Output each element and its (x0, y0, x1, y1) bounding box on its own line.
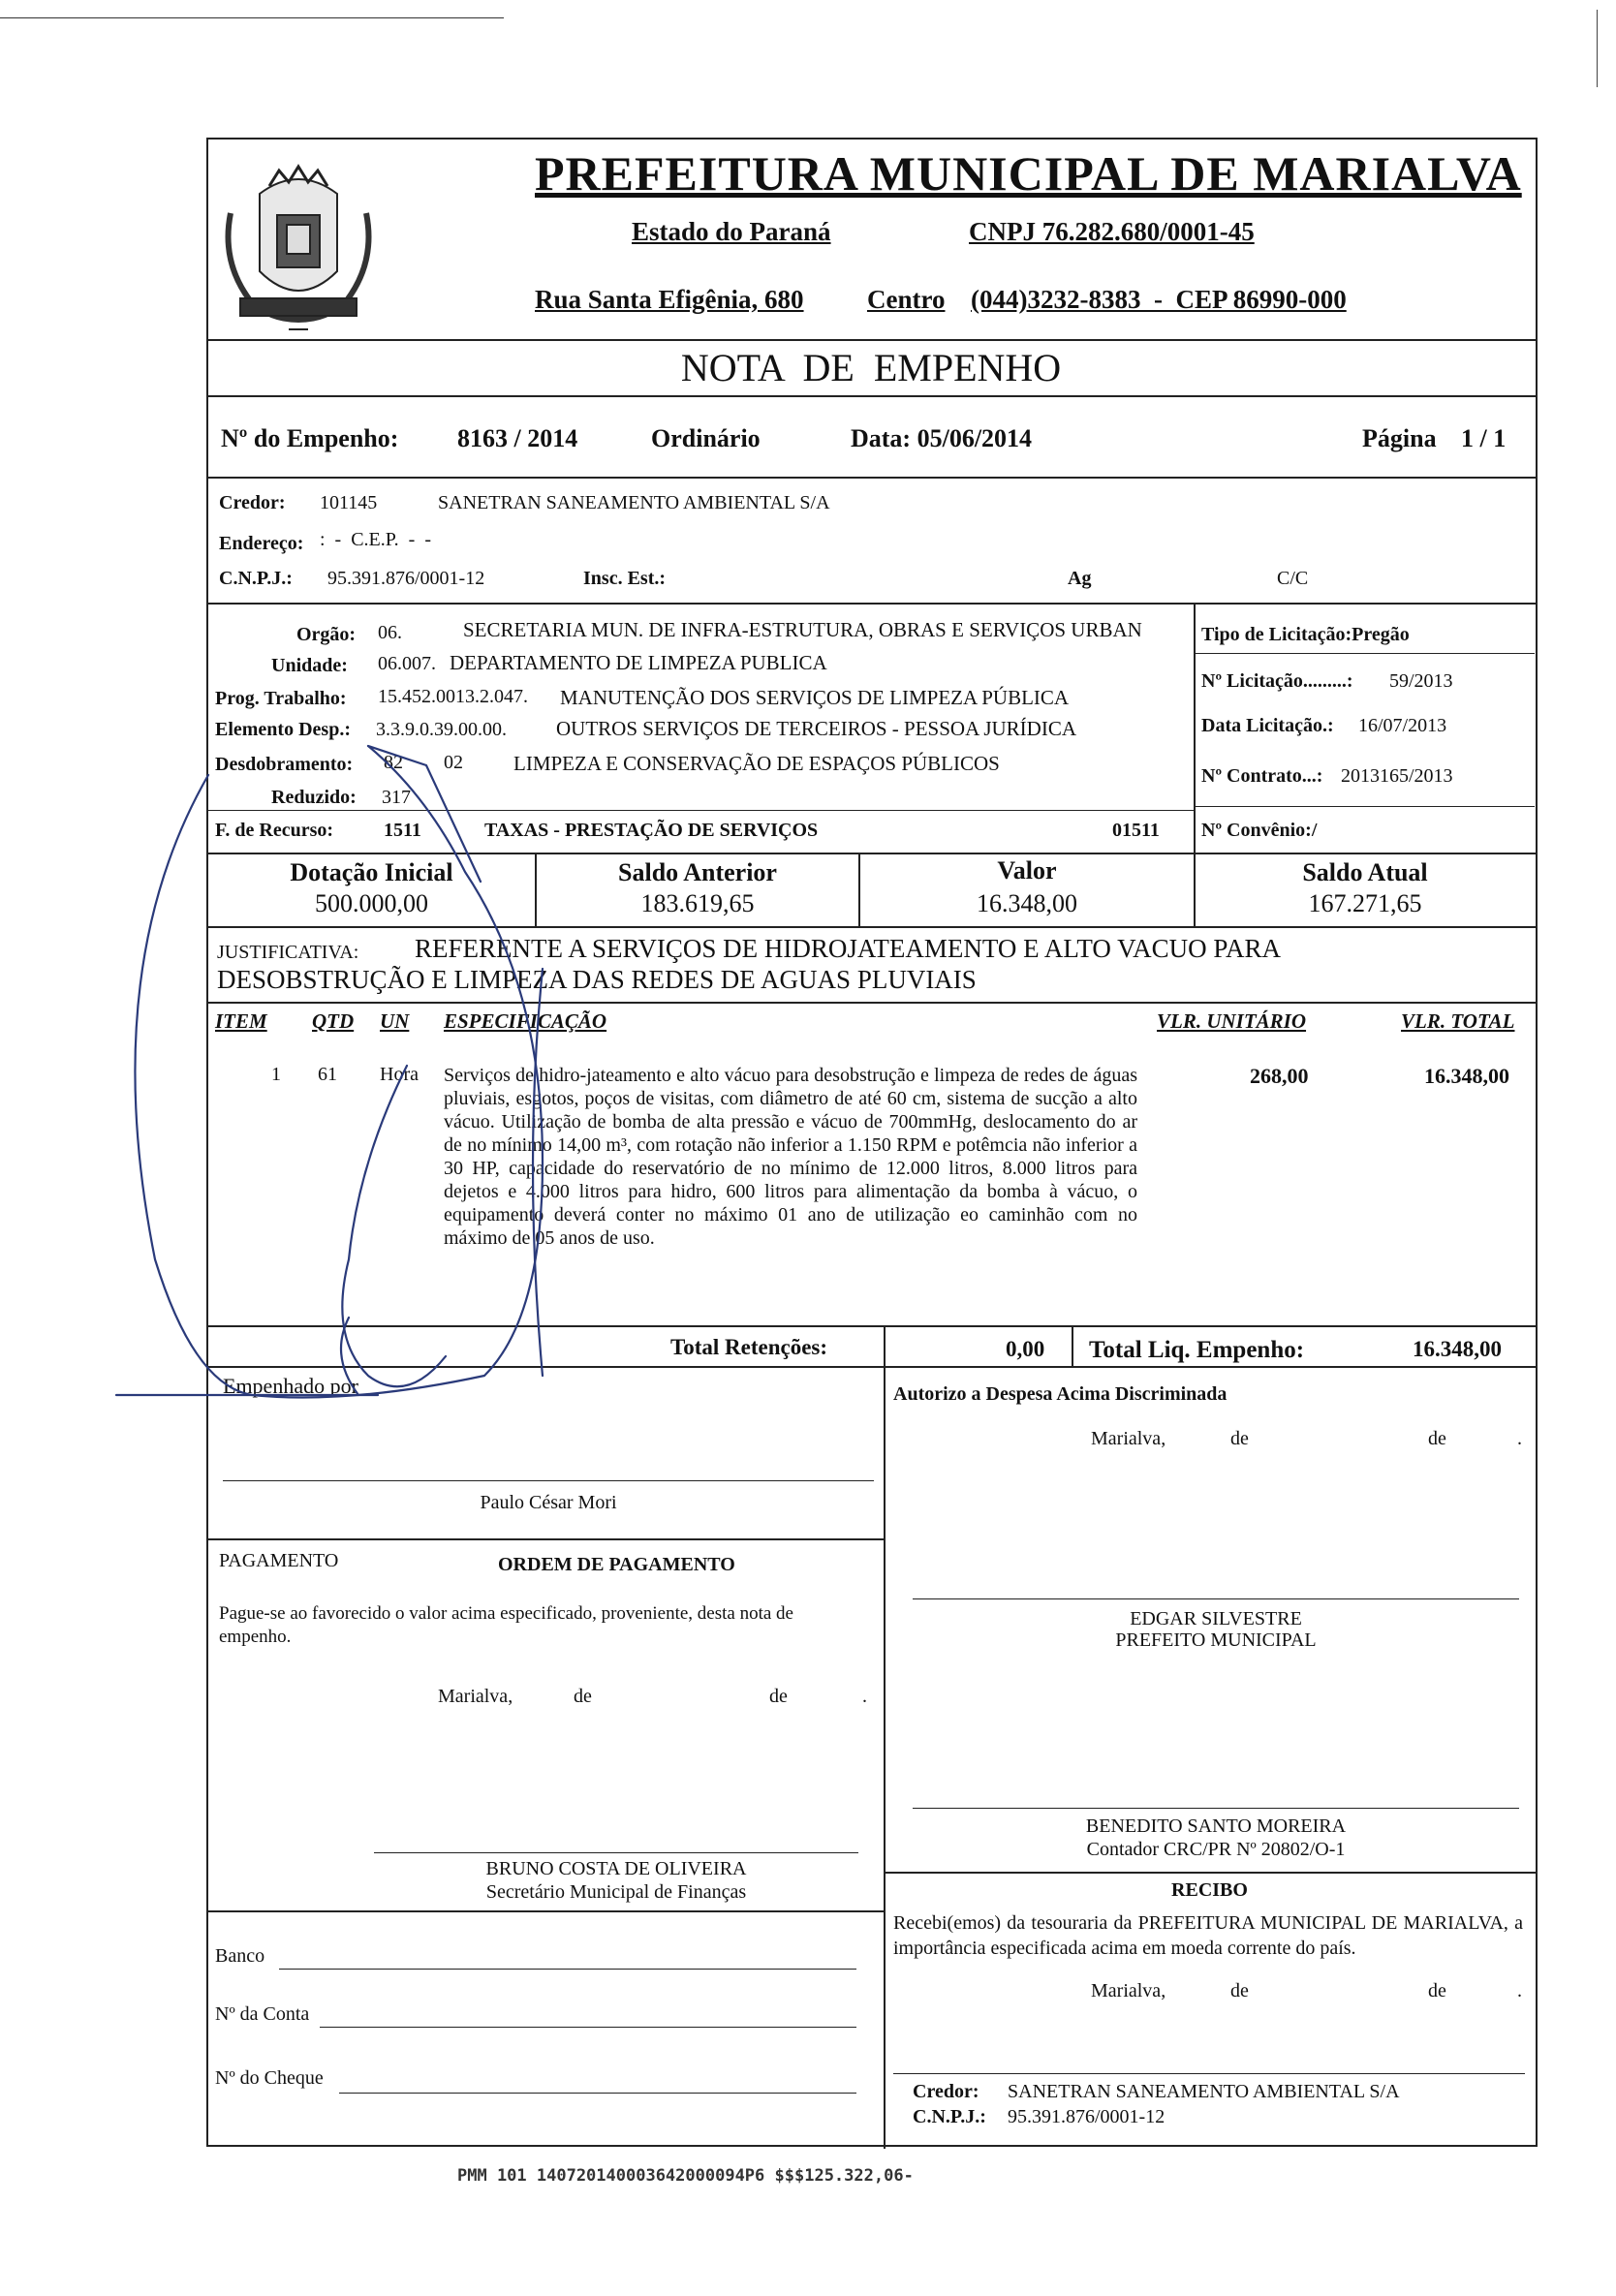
empenho-num-label: Nº do Empenho: (221, 424, 399, 452)
divider (206, 603, 1536, 605)
licitacao-num: 59/2013 (1389, 670, 1453, 692)
item-un: Hora (380, 1064, 419, 1085)
contador-name: BENEDITO SANTO MOREIRA (1085, 1815, 1347, 1837)
autorizo-label: Autorizo a Despesa Acima Discriminada (893, 1383, 1228, 1405)
divider (206, 926, 1536, 928)
licitacao-num-label: Nº Licitação.........: (1201, 670, 1353, 692)
divider (206, 1325, 1536, 1327)
total-liq-value: 16.348,00 (1413, 1337, 1502, 1361)
divider (1194, 603, 1196, 854)
item-qtd: 61 (318, 1064, 337, 1085)
empenho-type: Ordinário (651, 424, 761, 452)
divider (206, 1538, 885, 1540)
dotacao-inicial-value: 500.000,00 (315, 889, 428, 917)
divider (206, 1002, 1536, 1004)
divider (1072, 1325, 1073, 1366)
empenhado-signature-line (223, 1480, 874, 1481)
header-district: Centro (867, 285, 946, 314)
justificativa-line2: DESOBSTRUÇÃO E LIMPEZA DAS REDES DE AGUAS PLUVIAIS (217, 965, 977, 994)
credor-signature-line (893, 2073, 1525, 2074)
pagamento-city: Marialva, (438, 1686, 513, 1707)
recibo-label: RECIBO (1171, 1879, 1248, 1901)
prefeito-name: EDGAR SILVESTRE (1130, 1608, 1302, 1629)
header-cnpj: CNPJ 76.282.680/0001-45 (969, 217, 1255, 246)
elem-label: Elemento Desp.: (215, 719, 351, 740)
item-vlr-unit: 268,00 (1250, 1064, 1309, 1088)
empenho-date: Data: 05/06/2014 (851, 424, 1033, 452)
doc-title: NOTA DE EMPENHO (680, 346, 1062, 389)
divider (206, 853, 1536, 854)
fonte-desc: TAXAS - PRESTAÇÃO DE SERVIÇOS (484, 820, 819, 841)
header-address: Rua Santa Efigênia, 680 (535, 285, 804, 314)
credor-name: SANETRAN SANEAMENTO AMBIENTAL S/A (438, 492, 830, 513)
recibo-de2: de (1428, 1980, 1446, 2001)
prog-label: Prog. Trabalho: (215, 688, 347, 709)
empenhado-label: Empenhado por (223, 1374, 358, 1398)
conta-line (320, 2027, 856, 2028)
justificativa-label: JUSTIFICATIVA: (217, 942, 359, 963)
recibo-de1: de (1230, 1980, 1249, 2001)
coat-of-arms-seal (211, 155, 386, 349)
divider (206, 1366, 1536, 1368)
secretario-name: BRUNO COSTA DE OLIVEIRA (485, 1858, 747, 1879)
licitacao-tipo: Tipo de Licitação:Pregão (1201, 624, 1410, 645)
unidade-desc: DEPARTAMENTO DE LIMPEZA PUBLICA (450, 651, 827, 674)
prefeito-title: PREFEITO MUNICIPAL (1115, 1629, 1317, 1651)
prog-code: 15.452.0013.2.047. (378, 686, 528, 707)
pagamento-de2: de (769, 1686, 788, 1707)
reduzido-label: Reduzido: (271, 787, 357, 808)
valor-label: Valor (997, 856, 1057, 884)
contador-title: Contador CRC/PR Nº 20802/O-1 (1086, 1839, 1346, 1860)
credor-cnpj: 95.391.876/0001-12 (327, 568, 485, 589)
desd-desc: LIMPEZA E CONSERVAÇÃO DE ESPAÇOS PÚBLICOS (513, 752, 1000, 775)
col-vlr-unit: VLR. UNITÁRIO (1157, 1009, 1307, 1033)
desd-code2: 02 (444, 752, 463, 773)
saldo-atual-value: 167.271,65 (1308, 889, 1422, 917)
divider (206, 477, 1536, 479)
unidade-code: 06.007. (378, 653, 436, 674)
cc-label: C/C (1277, 568, 1309, 589)
autorizo-de1: de (1230, 1428, 1249, 1449)
total-retencoes-value: 0,00 (1006, 1337, 1045, 1361)
divider (206, 810, 1195, 811)
desd-code: 82 (384, 752, 403, 773)
col-espec: ESPECIFICAÇÃO (444, 1009, 607, 1033)
col-un: UN (380, 1009, 410, 1033)
header-phone-cep: (044)3232-8383 - CEP 86990-000 (971, 285, 1347, 314)
recibo-text: Recebi(emos) da tesouraria da PREFEITURA MUNICIPAL DE MARIALVA, a importância especificada acima em moeda corrente do país. (893, 1912, 1523, 1959)
secretario-title: Secretário Municipal de Finanças (485, 1881, 747, 1903)
saldo-anterior-label: Saldo Anterior (618, 858, 777, 886)
elem-desc: OUTROS SERVIÇOS DE TERCEIROS - PESSOA JURÍDICA (556, 717, 1077, 740)
contrato-value: 2013165/2013 (1341, 765, 1453, 787)
pagamento-dot: . (862, 1686, 867, 1707)
ordem-label: ORDEM DE PAGAMENTO (498, 1554, 735, 1575)
item-vlr-total: 16.348,00 (1424, 1064, 1509, 1088)
col-qtd: QTD (312, 1009, 355, 1033)
credor-sign-cnpj: 95.391.876/0001-12 (1008, 2106, 1165, 2127)
licitacao-data-label: Data Licitação.: (1201, 715, 1334, 736)
cheque-label: Nº do Cheque (215, 2067, 324, 2089)
contador-signature-line (913, 1808, 1519, 1809)
autorizo-de2: de (1428, 1428, 1446, 1449)
desd-label: Desdobramento: (215, 754, 354, 775)
banco-label: Banco (215, 1945, 265, 1967)
footer-code: PMM 101 140720140003642000094P6 $$$125.322,06- (457, 2166, 914, 2186)
page-number: 1 / 1 (1461, 424, 1507, 452)
endereco-label: Endereço: (219, 533, 304, 554)
item-espec: Serviços de hidro-jateamento e alto vácuo para desobstrução e limpeza de redes de águas pluviais, esgotos, poços de visitas, com diâmetro de até 60 cm, sistema de sucção a alto vácuo. Utilização de bomba de alta pressão e vácuo de 700mmHg, deslocamento do ar de no mínimo 14,00 m³, com rotação não inferior a 1.150 RPM e potêmcia não inferior a 30 HP, capacidade do reservatório de no mínimo de 12.000 litros, 8.000 litros para dejetos e 4.000 litros para hidro, 600 litros para alimentação da bomba à vácuo, o equipamento deverá conter no máximo 01 ano de utilização eo caminhão com no máximo de 05 anos de uso. (444, 1065, 1137, 1249)
credor-cnpj-label: C.N.P.J.: (219, 568, 293, 589)
insc-label: Insc. Est.: (583, 568, 667, 589)
item-number: 1 (271, 1064, 281, 1085)
elem-code: 3.3.9.0.39.00.00. (376, 719, 507, 740)
credor-code: 101145 (320, 492, 378, 513)
credor-sign-label: Credor: (913, 2081, 979, 2102)
header-state: Estado do Paraná (632, 217, 831, 246)
pagamento-label: PAGAMENTO (219, 1550, 339, 1571)
fonte-code2: 01511 (1112, 820, 1160, 841)
recibo-city: Marialva, (1091, 1980, 1166, 2001)
reduzido-value: 317 (382, 787, 411, 808)
orgao-label: Orgão: (296, 624, 357, 645)
pagamento-de1: de (574, 1686, 592, 1707)
divider (1194, 806, 1535, 807)
ag-label: Ag (1068, 568, 1092, 589)
orgao-code: 06. (378, 622, 402, 643)
secretario-signature-line (374, 1852, 858, 1853)
divider (1194, 653, 1535, 654)
empenhado-name: Paulo César Mori (480, 1492, 617, 1513)
divider (206, 395, 1536, 397)
pague-text: Pague-se ao favorecido o valor acima especificado, proveniente, desta nota de empenho. (219, 1603, 793, 1647)
dotacao-inicial-label: Dotação Inicial (290, 858, 453, 886)
total-liq-label: Total Liq. Empenho: (1089, 1337, 1305, 1363)
header-title: PREFEITURA MUNICIPAL DE MARIALVA (535, 146, 1522, 201)
page-label: Página (1362, 424, 1437, 452)
endereco-value: : - C.E.P. - - (320, 529, 431, 550)
divider (206, 1910, 885, 1912)
col-vlr-total: VLR. TOTAL (1401, 1009, 1515, 1033)
valor-value: 16.348,00 (977, 889, 1077, 917)
recibo-dot: . (1517, 1980, 1522, 2001)
credor-sign-cnpj-label: C.N.P.J.: (913, 2106, 986, 2127)
col-item: ITEM (215, 1009, 267, 1033)
divider (884, 1325, 886, 2149)
empenho-num: 8163 / 2014 (457, 424, 578, 452)
prefeito-signature-line (913, 1598, 1519, 1599)
fonte-label: F. de Recurso: (215, 820, 334, 841)
saldo-anterior-value: 183.619,65 (640, 889, 755, 917)
unidade-label: Unidade: (271, 655, 348, 676)
conta-label: Nº da Conta (215, 2003, 310, 2025)
contrato-label: Nº Contrato...: (1201, 765, 1323, 787)
orgao-desc: SECRETARIA MUN. DE INFRA-ESTRUTURA, OBRAS E SERVIÇOS URBAN (463, 618, 1142, 641)
saldo-atual-label: Saldo Atual (1302, 858, 1428, 886)
banco-line (279, 1969, 856, 1970)
divider (884, 1872, 1536, 1874)
prog-desc: MANUTENÇÃO DOS SERVIÇOS DE LIMPEZA PÚBLICA (560, 686, 1070, 709)
autorizo-dot: . (1517, 1428, 1522, 1449)
fonte-code: 1511 (384, 820, 421, 841)
total-retencoes-label: Total Retenções: (670, 1335, 828, 1359)
licitacao-data: 16/07/2013 (1358, 715, 1447, 736)
divider (206, 339, 1536, 341)
scan-right-line (1597, 10, 1598, 87)
justificativa-line1: REFERENTE A SERVIÇOS DE HIDROJATEAMENTO E ALTO VACUO PARA (415, 934, 1281, 963)
cheque-line (339, 2093, 856, 2094)
scan-top-line (0, 17, 504, 18)
convenio-label: Nº Convênio:/ (1201, 820, 1318, 841)
credor-sign-name: SANETRAN SANEAMENTO AMBIENTAL S/A (1008, 2081, 1400, 2102)
credor-label: Credor: (219, 492, 286, 513)
autorizo-city: Marialva, (1091, 1428, 1166, 1449)
